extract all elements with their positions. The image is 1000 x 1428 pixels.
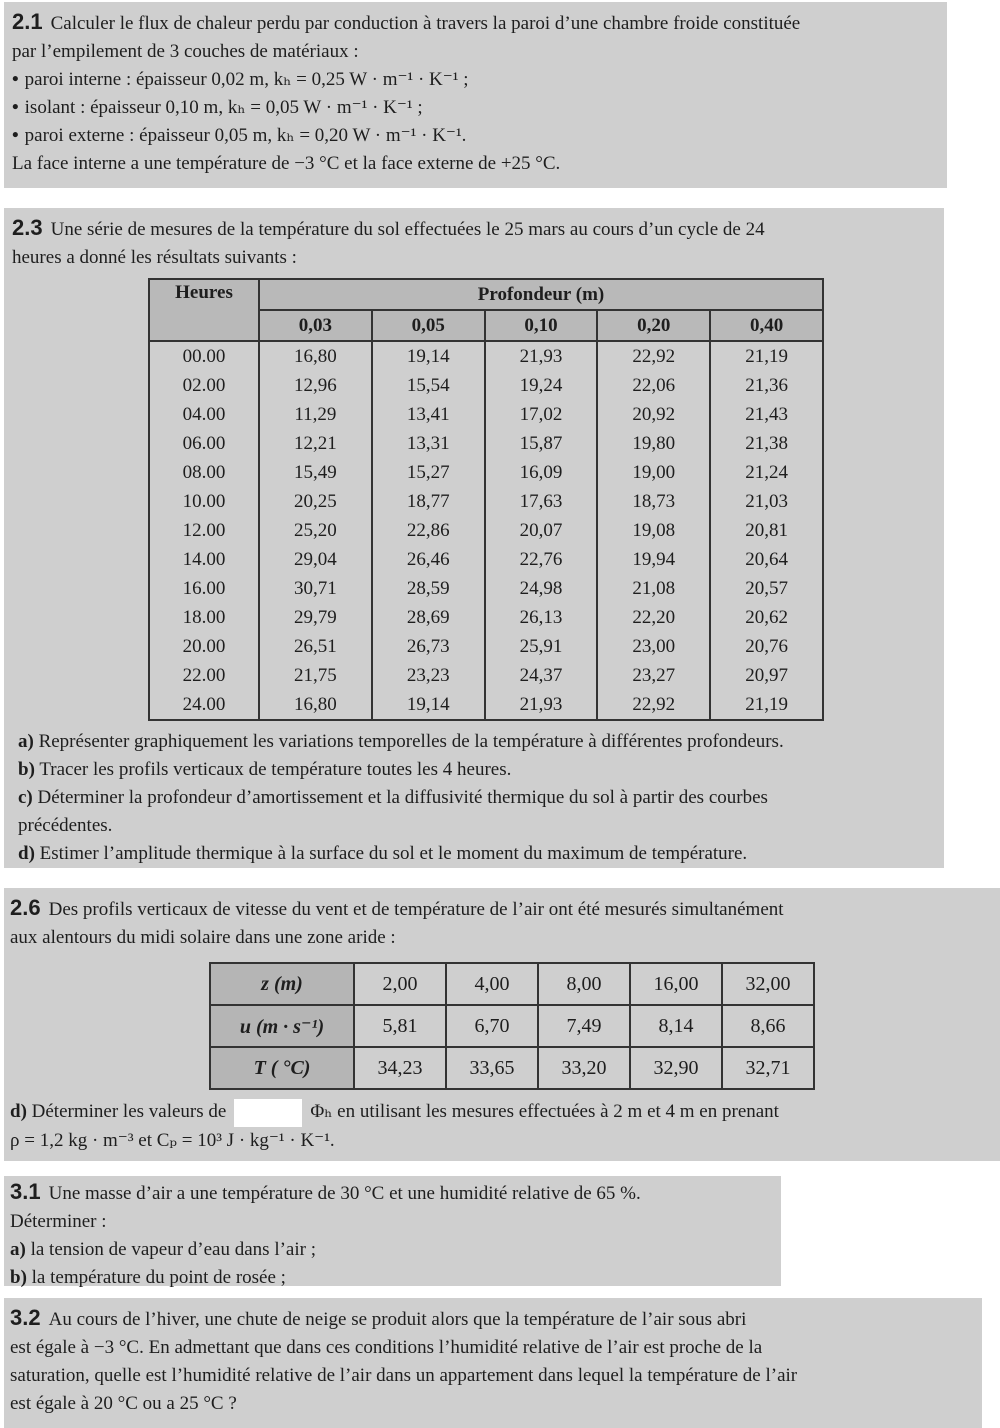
table-row xyxy=(149,400,823,429)
exercise-2-3 xyxy=(4,208,944,868)
temperature-cell: 26,46 xyxy=(372,545,485,574)
hour-cell: 00.00 xyxy=(149,341,259,371)
wind-temperature-table xyxy=(209,962,815,1090)
table-row xyxy=(149,487,823,516)
temperature-cell: 21,24 xyxy=(710,458,823,487)
temperature-cell: 15,87 xyxy=(485,429,598,458)
hour-cell: 24.00 xyxy=(149,690,259,720)
temperature-cell: 21,38 xyxy=(710,429,823,458)
question-item: b) la température du point de rosée ; xyxy=(10,1267,286,1288)
measurement-cell: 32,00 xyxy=(722,963,814,1005)
temperature-cell: 29,79 xyxy=(259,603,372,632)
temperature-cell: 25,91 xyxy=(485,632,598,661)
temperature-cell: 21,43 xyxy=(710,400,823,429)
temperature-cell: 26,73 xyxy=(372,632,485,661)
temperature-cell: 16,09 xyxy=(485,458,598,487)
exercise-3-1-intro: 3.1 Une masse d’air a une température de 30 °C et une humidité relative de 65 %. xyxy=(10,1179,641,1204)
temperature-cell: 11,29 xyxy=(259,400,372,429)
table-row xyxy=(210,1047,814,1089)
hour-cell: 08.00 xyxy=(149,458,259,487)
exercise-2-1 xyxy=(4,2,947,188)
hour-cell: 12.00 xyxy=(149,516,259,545)
temperature-cell: 19,24 xyxy=(485,371,598,400)
exercise-2-1-closing: La face interne a une température de −3 °C et la face externe de +25 °C. xyxy=(12,153,561,174)
temperature-cell: 16,80 xyxy=(259,690,372,720)
hours-header: Heures xyxy=(149,279,259,341)
temperature-cell: 22,86 xyxy=(372,516,485,545)
hour-cell: 18.00 xyxy=(149,603,259,632)
exercise-2-3-intro-cont: heures a donné les résultats suivants : xyxy=(12,247,297,268)
temperature-cell: 19,80 xyxy=(597,429,710,458)
exercise-2-1-intro: 2.1 Calculer le flux de chaleur perdu par conduction à travers la paroi d’une chambre froide constituée xyxy=(12,9,801,34)
table-row xyxy=(210,1005,814,1047)
temperature-cell: 21,93 xyxy=(485,690,598,720)
hour-cell: 10.00 xyxy=(149,487,259,516)
table-row xyxy=(210,963,814,1005)
depth-header: Profondeur (m) xyxy=(259,279,823,310)
temperature-cell: 21,19 xyxy=(710,690,823,720)
temperature-cell: 26,13 xyxy=(485,603,598,632)
temperature-cell: 19,14 xyxy=(372,341,485,371)
measurement-cell: 2,00 xyxy=(354,963,446,1005)
temperature-cell: 18,77 xyxy=(372,487,485,516)
exercise-2-3-questions xyxy=(18,728,784,868)
exercise-2-6-intro: 2.6 Des profils verticaux de vitesse du vent et de température de l’air ont été mesurés simultanément xyxy=(10,895,784,920)
question-item: b) Tracer les profils verticaux de température toutes les 4 heures. xyxy=(18,759,512,780)
temperature-cell: 22,06 xyxy=(597,371,710,400)
question-item: c) Déterminer la profondeur d’amortissement et la diffusivité thermique du sol à partir des courbes xyxy=(18,787,768,808)
temperature-cell: 21,93 xyxy=(485,341,598,371)
temperature-cell: 22,76 xyxy=(485,545,598,574)
temperature-cell: 15,49 xyxy=(259,458,372,487)
bullet-item: • paroi interne : épaisseur 0,02 m, kₕ = 0,25 W · m⁻¹ · K⁻¹ ; xyxy=(12,69,469,90)
exercise-2-6-intro-cont: aux alentours du midi solaire dans une zone aride : xyxy=(10,927,396,948)
temperature-cell: 19,94 xyxy=(597,545,710,574)
exercise-3-2-line: est égale à 20 °C ou a 25 °C ? xyxy=(10,1393,237,1414)
temperature-cell: 22,20 xyxy=(597,603,710,632)
measurement-cell: 33,20 xyxy=(538,1047,630,1089)
temperature-cell: 30,71 xyxy=(259,574,372,603)
exercise-3-1 xyxy=(4,1176,781,1286)
question-item: a) la tension de vapeur d’eau dans l’air ; xyxy=(10,1239,316,1260)
temperature-cell: 17,63 xyxy=(485,487,598,516)
temperature-cell: 12,96 xyxy=(259,371,372,400)
exercise-2-1-intro-cont: par l’empilement de 3 couches de matériaux : xyxy=(12,41,359,62)
measurement-cell: 33,65 xyxy=(446,1047,538,1089)
temperature-cell: 28,69 xyxy=(372,603,485,632)
temperature-cell: 21,19 xyxy=(710,341,823,371)
exercise-number: 3.2 xyxy=(10,1305,41,1330)
temperature-cell: 20,92 xyxy=(597,400,710,429)
depth-column-header: 0,10 xyxy=(485,310,598,341)
temperature-cell: 28,59 xyxy=(372,574,485,603)
hour-cell: 02.00 xyxy=(149,371,259,400)
measurement-cell: 6,70 xyxy=(446,1005,538,1047)
temperature-cell: 20,64 xyxy=(710,545,823,574)
table-row xyxy=(149,690,823,720)
table-row xyxy=(149,661,823,690)
exercise-3-2 xyxy=(4,1298,982,1428)
depth-column-header: 0,05 xyxy=(372,310,485,341)
row-header: z (m) xyxy=(210,963,354,1005)
hour-cell: 06.00 xyxy=(149,429,259,458)
row-header: u (m · s⁻¹) xyxy=(210,1005,354,1047)
measurement-cell: 16,00 xyxy=(630,963,722,1005)
bullet-item: • paroi externe : épaisseur 0,05 m, kₕ = 0,20 W · m⁻¹ · K⁻¹. xyxy=(12,125,467,146)
temperature-cell: 13,41 xyxy=(372,400,485,429)
temperature-cell: 21,08 xyxy=(597,574,710,603)
exercise-2-6-constants: ρ = 1,2 kg · m⁻³ et Cₚ = 10³ J · kg⁻¹ · K⁻¹. xyxy=(10,1129,335,1151)
temperature-cell: 19,08 xyxy=(597,516,710,545)
temperature-cell: 23,00 xyxy=(597,632,710,661)
temperature-cell: 18,73 xyxy=(597,487,710,516)
temperature-cell: 29,04 xyxy=(259,545,372,574)
depth-column-header: 0,03 xyxy=(259,310,372,341)
temperature-cell: 21,36 xyxy=(710,371,823,400)
temperature-cell: 13,31 xyxy=(372,429,485,458)
temperature-cell: 20,81 xyxy=(710,516,823,545)
depth-column-header: 0,20 xyxy=(597,310,710,341)
exercise-2-3-intro: 2.3 Une série de mesures de la température du sol effectuées le 25 mars au cours d’un cycle de 24 xyxy=(12,215,765,240)
temperature-cell: 21,75 xyxy=(259,661,372,690)
temperature-cell: 22,92 xyxy=(597,341,710,371)
exercise-number: 2.3 xyxy=(12,215,43,240)
table-row xyxy=(149,429,823,458)
temperature-cell: 20,25 xyxy=(259,487,372,516)
temperature-cell: 22,92 xyxy=(597,690,710,720)
temperature-cell: 23,23 xyxy=(372,661,485,690)
measurement-cell: 32,90 xyxy=(630,1047,722,1089)
measurement-cell: 7,49 xyxy=(538,1005,630,1047)
measurement-cell: 5,81 xyxy=(354,1005,446,1047)
temperature-cell: 20,62 xyxy=(710,603,823,632)
measurement-cell: 34,23 xyxy=(354,1047,446,1089)
temperature-cell: 20,76 xyxy=(710,632,823,661)
table-row xyxy=(149,632,823,661)
hour-cell: 14.00 xyxy=(149,545,259,574)
table-row xyxy=(149,458,823,487)
temperature-cell: 26,51 xyxy=(259,632,372,661)
row-header: T ( °C) xyxy=(210,1047,354,1089)
table-row xyxy=(149,574,823,603)
temperature-cell: 15,27 xyxy=(372,458,485,487)
hour-cell: 16.00 xyxy=(149,574,259,603)
measurement-cell: 8,66 xyxy=(722,1005,814,1047)
temperature-cell: 25,20 xyxy=(259,516,372,545)
temperature-cell: 21,03 xyxy=(710,487,823,516)
temperature-cell: 20,07 xyxy=(485,516,598,545)
temperature-cell: 24,37 xyxy=(485,661,598,690)
temperature-cell: 15,54 xyxy=(372,371,485,400)
table-row xyxy=(149,603,823,632)
measurement-cell: 8,00 xyxy=(538,963,630,1005)
table-row xyxy=(149,545,823,574)
temperature-cell: 12,21 xyxy=(259,429,372,458)
redacted-blank xyxy=(234,1099,302,1127)
hour-cell: 22.00 xyxy=(149,661,259,690)
exercise-number: 2.6 xyxy=(10,895,41,920)
exercise-2-6-question: d) Déterminer les valeurs de Φₕ en utilisant les mesures effectuées à 2 m et 4 m en prenant ρ = 1,2 kg · m⁻³ et Cₚ = 10³ J · kg⁻¹ · K⁻¹. xyxy=(10,1098,779,1155)
measurement-cell: 32,71 xyxy=(722,1047,814,1089)
exercise-3-2-line: 3.2 Au cours de l’hiver, une chute de neige se produit alors que la température de l’air sous abri xyxy=(10,1305,747,1330)
temperature-cell: 19,00 xyxy=(597,458,710,487)
soil-temperature-table-body xyxy=(149,341,823,720)
temperature-cell: 16,80 xyxy=(259,341,372,371)
temperature-cell: 17,02 xyxy=(485,400,598,429)
temperature-cell: 20,57 xyxy=(710,574,823,603)
measurement-cell: 8,14 xyxy=(630,1005,722,1047)
exercise-3-1-determine: Déterminer : xyxy=(10,1211,107,1232)
question-item: d) Estimer l’amplitude thermique à la surface du sol et le moment du maximum de température. xyxy=(18,843,748,864)
temperature-cell: 23,27 xyxy=(597,661,710,690)
temperature-cell: 19,14 xyxy=(372,690,485,720)
exercise-3-2-line: est égale à −3 °C. En admettant que dans ces conditions l’humidité relative de l’air est proche de la xyxy=(10,1337,763,1358)
temperature-cell: 20,97 xyxy=(710,661,823,690)
hour-cell: 04.00 xyxy=(149,400,259,429)
bullet-item: • isolant : épaisseur 0,10 m, kₕ = 0,05 W · m⁻¹ · K⁻¹ ; xyxy=(12,97,423,118)
exercise-3-2-line: saturation, quelle est l’humidité relative de l’air dans un appartement dans lequel la température de l’air xyxy=(10,1365,798,1386)
wind-temperature-table-body xyxy=(210,963,814,1089)
table-row xyxy=(149,516,823,545)
temperature-cell: 24,98 xyxy=(485,574,598,603)
soil-temperature-table xyxy=(148,278,824,721)
table-row xyxy=(149,371,823,400)
question-item-cont: précédentes. xyxy=(18,815,113,836)
measurement-cell: 4,00 xyxy=(446,963,538,1005)
depth-column-header: 0,40 xyxy=(710,310,823,341)
exercise-number: 2.1 xyxy=(12,9,43,34)
question-item: a) Représenter graphiquement les variations temporelles de la température à différentes profondeurs. xyxy=(18,731,784,752)
exercise-2-6 xyxy=(4,888,1000,1161)
exercise-number: 3.1 xyxy=(10,1179,41,1204)
hour-cell: 20.00 xyxy=(149,632,259,661)
table-row xyxy=(149,341,823,371)
